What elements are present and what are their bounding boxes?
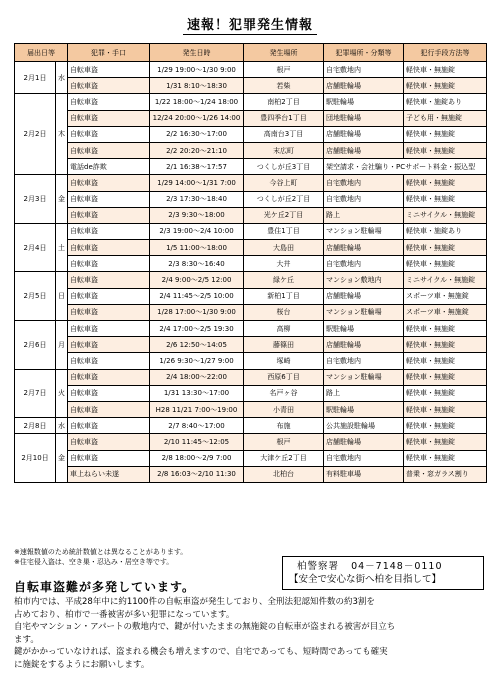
datetime-cell: 2/8 16:03～2/10 11:30 bbox=[150, 466, 244, 482]
place-cell: 末広町 bbox=[244, 142, 324, 158]
crime-type-cell: 電話de詐欺 bbox=[68, 159, 150, 175]
location-cell: 団地駐輪場 bbox=[324, 110, 404, 126]
location-cell: 店舗駐輪場 bbox=[324, 78, 404, 94]
footnote: ※速報数値のため統計数値とは異なることがあります。 bbox=[14, 548, 188, 556]
datetime-cell: 1/31 8:10～18:30 bbox=[150, 78, 244, 94]
location-cell: マンション駐輪場 bbox=[324, 223, 404, 239]
crime-type-cell: 自転車盗 bbox=[68, 207, 150, 223]
report-date: 2月8日 bbox=[15, 418, 56, 434]
table-row bbox=[15, 191, 487, 207]
location-cell: 路上 bbox=[324, 207, 404, 223]
method-cell: 軽快車・無施錠 bbox=[404, 401, 487, 417]
column-header: 犯行手段方法等 bbox=[404, 44, 487, 62]
method-cell: 軽快車・無施錠 bbox=[404, 321, 487, 337]
location-cell: 駅駐輪場 bbox=[324, 94, 404, 110]
crime-type-cell: 車上ねらい未遂 bbox=[68, 466, 150, 482]
method-cell: 軽快車・施錠あり bbox=[404, 223, 487, 239]
crime-type-cell: 自転車盗 bbox=[68, 401, 150, 417]
datetime-cell: 2/6 12:50～14:05 bbox=[150, 337, 244, 353]
page-title-text: 速報！犯罪発生情報 bbox=[183, 14, 317, 35]
table-row bbox=[15, 401, 487, 417]
method-cell: 軽快車・無施錠 bbox=[404, 78, 487, 94]
method-cell: 軽快車・無施錠 bbox=[404, 369, 487, 385]
datetime-cell: 1/22 18:00～1/24 18:00 bbox=[150, 94, 244, 110]
day-of-week: 金 bbox=[56, 175, 68, 224]
crime-type-cell: 自転車盗 bbox=[68, 142, 150, 158]
place-cell: 名戸ヶ谷 bbox=[244, 385, 324, 401]
column-header: 届出日等 bbox=[15, 44, 68, 62]
place-cell: 光ケ丘2丁目 bbox=[244, 207, 324, 223]
place-cell: 西原6丁目 bbox=[244, 369, 324, 385]
location-cell: 店舗駐輪場 bbox=[324, 434, 404, 450]
location-cell: 店舗駐輪場 bbox=[324, 288, 404, 304]
crime-type-cell: 自転車盗 bbox=[68, 110, 150, 126]
report-date: 2月4日 bbox=[15, 223, 56, 272]
crime-type-cell: 自転車盗 bbox=[68, 94, 150, 110]
place-cell: 若柴 bbox=[244, 78, 324, 94]
table-row bbox=[15, 321, 487, 337]
paragraph-line: ます。 bbox=[14, 634, 39, 645]
crime-type-cell: 自転車盗 bbox=[68, 369, 150, 385]
crime-type-cell: 自転車盗 bbox=[68, 175, 150, 191]
report-date: 2月7日 bbox=[15, 369, 56, 418]
datetime-cell: 2/4 17:00～2/5 19:30 bbox=[150, 321, 244, 337]
crime-type-cell: 自転車盗 bbox=[68, 240, 150, 256]
crime-type-cell: 自転車盗 bbox=[68, 450, 150, 466]
method-cell: 軽快車・無施錠 bbox=[404, 256, 487, 272]
method-cell: 軽快車・無施錠 bbox=[404, 191, 487, 207]
table-row bbox=[15, 175, 487, 191]
table-row bbox=[15, 353, 487, 369]
police-line bbox=[283, 557, 483, 573]
datetime-cell: 2/2 16:30～17:00 bbox=[150, 126, 244, 142]
table-row bbox=[15, 240, 487, 256]
crime-type-cell: 自転車盗 bbox=[68, 321, 150, 337]
table-row bbox=[15, 256, 487, 272]
place-cell: 北柏台 bbox=[244, 466, 324, 482]
method-cell: 子ども用・無施錠 bbox=[404, 110, 487, 126]
column-header: 犯罪・手口 bbox=[68, 44, 150, 62]
table-row bbox=[15, 272, 487, 288]
datetime-cell: 2/7 8:40～17:00 bbox=[150, 418, 244, 434]
crime-type-cell: 自転車盗 bbox=[68, 191, 150, 207]
location-cell: 店舗駐輪場 bbox=[324, 240, 404, 256]
report-date: 2月10日 bbox=[15, 434, 56, 483]
location-cell: マンション駐輪場 bbox=[324, 369, 404, 385]
method-cell: スポーツ車・無施錠 bbox=[404, 288, 487, 304]
report-date: 2月6日 bbox=[15, 321, 56, 370]
paragraph-line: 自宅やマンション・アパートの敷地内で、鍵が付いたままの無施錠の自転車が盗まれる被害が目立ち bbox=[14, 622, 396, 633]
place-cell: 緑ケ丘 bbox=[244, 272, 324, 288]
location-cell: マンション敷地内 bbox=[324, 272, 404, 288]
table-row bbox=[15, 418, 487, 434]
table-row bbox=[15, 78, 487, 94]
datetime-cell: 1/29 14:00～1/31 7:00 bbox=[150, 175, 244, 191]
day-of-week: 水 bbox=[56, 62, 68, 94]
table-row bbox=[15, 337, 487, 353]
datetime-cell: 1/5 11:00～18:00 bbox=[150, 240, 244, 256]
paragraph-line: に施錠をするようにお願いします。 bbox=[14, 659, 150, 670]
day-of-week: 月 bbox=[56, 321, 68, 370]
table-row bbox=[15, 110, 487, 126]
datetime-cell: 2/1 16:38～17:57 bbox=[150, 159, 244, 175]
place-cell: 大井 bbox=[244, 256, 324, 272]
crime-type-cell: 自転車盗 bbox=[68, 126, 150, 142]
datetime-cell: 2/3 8:30～16:40 bbox=[150, 256, 244, 272]
method-cell: 軽快車・施錠あり bbox=[404, 94, 487, 110]
table-row bbox=[15, 304, 487, 320]
place-cell: 大津ケ丘2丁目 bbox=[244, 450, 324, 466]
place-cell: 豊住1丁目 bbox=[244, 223, 324, 239]
crime-type-cell: 自転車盗 bbox=[68, 288, 150, 304]
method-cell: 軽快車・無施錠 bbox=[404, 385, 487, 401]
place-cell: 布施 bbox=[244, 418, 324, 434]
table-row bbox=[15, 450, 487, 466]
page-title bbox=[0, 14, 500, 35]
location-cell: 自宅敷地内 bbox=[324, 256, 404, 272]
table-row bbox=[15, 288, 487, 304]
method-cell: 軽快車・無施錠 bbox=[404, 126, 487, 142]
table-row bbox=[15, 223, 487, 239]
method-cell: 軽快車・無施錠 bbox=[404, 62, 487, 78]
crime-type-cell: 自転車盗 bbox=[68, 272, 150, 288]
location-cell: 有料駐車場 bbox=[324, 466, 404, 482]
table-body bbox=[15, 62, 487, 483]
location-cell: 駅駐輪場 bbox=[324, 321, 404, 337]
datetime-cell: 2/4 11:45～2/5 10:00 bbox=[150, 288, 244, 304]
datetime-cell: 1/28 17:00～1/30 9:00 bbox=[150, 304, 244, 320]
place-cell: つくしが丘3丁目 bbox=[244, 159, 324, 175]
day-of-week: 日 bbox=[56, 272, 68, 321]
datetime-cell: 12/24 20:00～1/26 14:00 bbox=[150, 110, 244, 126]
report-date: 2月2日 bbox=[15, 94, 56, 175]
datetime-cell: 2/3 19:00～2/4 10:00 bbox=[150, 223, 244, 239]
method-cell: 軽快車・無施錠 bbox=[404, 434, 487, 450]
crime-type-cell: 自転車盗 bbox=[68, 62, 150, 78]
table-header bbox=[15, 44, 487, 62]
table-row bbox=[15, 62, 487, 78]
day-of-week: 水 bbox=[56, 418, 68, 434]
crime-type-cell: 自転車盗 bbox=[68, 434, 150, 450]
method-cell: 軽快車・無施錠 bbox=[404, 175, 487, 191]
day-of-week: 金 bbox=[56, 434, 68, 483]
datetime-cell: H28 11/21 7:00～19:00 bbox=[150, 401, 244, 417]
police-name: 柏警察署 bbox=[297, 561, 340, 572]
report-date: 2月1日 bbox=[15, 62, 56, 94]
report-date: 2月3日 bbox=[15, 175, 56, 224]
footnote: ※住宅侵入盗は、空き巣・忍込み・居空き等です。 bbox=[14, 558, 174, 566]
location-cell: 公共施設駐輪場 bbox=[324, 418, 404, 434]
method-cell: 軽快車・無施錠 bbox=[404, 353, 487, 369]
place-cell: 今谷上町 bbox=[244, 175, 324, 191]
location-cell: 自宅敷地内 bbox=[324, 62, 404, 78]
location-cell: 駅駐輪場 bbox=[324, 401, 404, 417]
datetime-cell: 2/4 9:00～2/5 12:00 bbox=[150, 272, 244, 288]
column-header: 発生場所 bbox=[244, 44, 324, 62]
method-cell: 軽快車・無施錠 bbox=[404, 450, 487, 466]
report-date: 2月5日 bbox=[15, 272, 56, 321]
datetime-cell: 1/31 13:30～17:00 bbox=[150, 385, 244, 401]
place-cell: 小青田 bbox=[244, 401, 324, 417]
body-text bbox=[14, 596, 488, 672]
paragraph-line: 柏市内では、平成28年中に約1100件の自転車盗が発生しており、全刑法犯認知件数の約3割を bbox=[14, 597, 375, 607]
method-cell: 軽快車・無施錠 bbox=[404, 418, 487, 434]
datetime-cell: 2/10 11:45～12:05 bbox=[150, 434, 244, 450]
day-of-week: 木 bbox=[56, 94, 68, 175]
table-row bbox=[15, 159, 487, 175]
place-cell: つくしが丘2丁目 bbox=[244, 191, 324, 207]
police-phone: 04－7148－0110 bbox=[351, 561, 443, 572]
location-cell: 店舗駐輪場 bbox=[324, 337, 404, 353]
location-cell: 自宅敷地内 bbox=[324, 191, 404, 207]
datetime-cell: 2/3 9:30～18:00 bbox=[150, 207, 244, 223]
datetime-cell: 1/26 9:30～1/27 9:00 bbox=[150, 353, 244, 369]
place-cell: 高柳 bbox=[244, 321, 324, 337]
method-cell: 軽快車・無施錠 bbox=[404, 240, 487, 256]
day-of-week: 土 bbox=[56, 223, 68, 272]
crime-type-cell: 自転車盗 bbox=[68, 353, 150, 369]
crime-type-cell: 自転車盗 bbox=[68, 304, 150, 320]
place-cell: 藤篠田 bbox=[244, 337, 324, 353]
place-cell: 豊四季台1丁目 bbox=[244, 110, 324, 126]
datetime-cell: 2/2 20:20～21:10 bbox=[150, 142, 244, 158]
datetime-cell: 1/29 19:00～1/30 9:00 bbox=[150, 62, 244, 78]
location-cell: 店舗駐輪場 bbox=[324, 142, 404, 158]
datetime-cell: 2/4 18:00～22:00 bbox=[150, 369, 244, 385]
table-row bbox=[15, 94, 487, 110]
method-cell: 普乗・窓ガラス割り bbox=[404, 466, 487, 482]
table-row bbox=[15, 142, 487, 158]
method-cell: スポーツ車・無施錠 bbox=[404, 304, 487, 320]
table-row bbox=[15, 434, 487, 450]
column-header: 犯罪場所・分類等 bbox=[324, 44, 404, 62]
location-cell: マンション駐輪場 bbox=[324, 304, 404, 320]
crime-type-cell: 自転車盗 bbox=[68, 256, 150, 272]
location-cell: 自宅敷地内 bbox=[324, 353, 404, 369]
police-slogan: 【安全で安心な街へ柏を目指して】 bbox=[289, 574, 442, 585]
police-contact-box bbox=[282, 556, 484, 590]
method-cell: 軽快車・無施錠 bbox=[404, 142, 487, 158]
place-cell: 塚崎 bbox=[244, 353, 324, 369]
crime-type-cell: 自転車盗 bbox=[68, 337, 150, 353]
datetime-cell: 2/8 18:00～2/9 7:00 bbox=[150, 450, 244, 466]
crime-type-cell: 自転車盗 bbox=[68, 418, 150, 434]
place-cell: 桜台 bbox=[244, 304, 324, 320]
crime-table bbox=[14, 43, 487, 483]
method-cell: ミニサイクル・無施錠 bbox=[404, 272, 487, 288]
table-row bbox=[15, 369, 487, 385]
place-cell: 高南台3丁目 bbox=[244, 126, 324, 142]
crime-type-cell: 自転車盗 bbox=[68, 223, 150, 239]
table-row bbox=[15, 466, 487, 482]
method-cell: 軽快車・無施錠 bbox=[404, 337, 487, 353]
paragraph-line: 占めており、柏市で一番被害が多い犯罪になっています。 bbox=[14, 609, 235, 620]
table-row bbox=[15, 207, 487, 223]
table-row bbox=[15, 385, 487, 401]
table-row bbox=[15, 126, 487, 142]
method-cell: ミニサイクル・無施錠 bbox=[404, 207, 487, 223]
place-cell: 根戸 bbox=[244, 434, 324, 450]
location-cell: 架空請求・会社騙り・PCサポート料金・振込型 bbox=[324, 159, 487, 175]
crime-type-cell: 自転車盗 bbox=[68, 78, 150, 94]
paragraph-line: 鍵がかかっていなければ、盗まれる機会も増えますので、自宅であっても、短時間であっても確実 bbox=[14, 647, 388, 658]
place-cell: 根戸 bbox=[244, 62, 324, 78]
place-cell: 大島田 bbox=[244, 240, 324, 256]
headline: 自転車盗難が多発しています。 bbox=[14, 580, 196, 594]
location-cell: 路上 bbox=[324, 385, 404, 401]
location-cell: 自宅敷地内 bbox=[324, 450, 404, 466]
crime-type-cell: 自転車盗 bbox=[68, 385, 150, 401]
place-cell: 新柏1丁目 bbox=[244, 288, 324, 304]
location-cell: 店舗駐輪場 bbox=[324, 126, 404, 142]
column-header: 発生日時 bbox=[150, 44, 244, 62]
location-cell: 自宅敷地内 bbox=[324, 175, 404, 191]
place-cell: 南柏2丁目 bbox=[244, 94, 324, 110]
day-of-week: 火 bbox=[56, 369, 68, 418]
datetime-cell: 2/3 17:30～18:40 bbox=[150, 191, 244, 207]
